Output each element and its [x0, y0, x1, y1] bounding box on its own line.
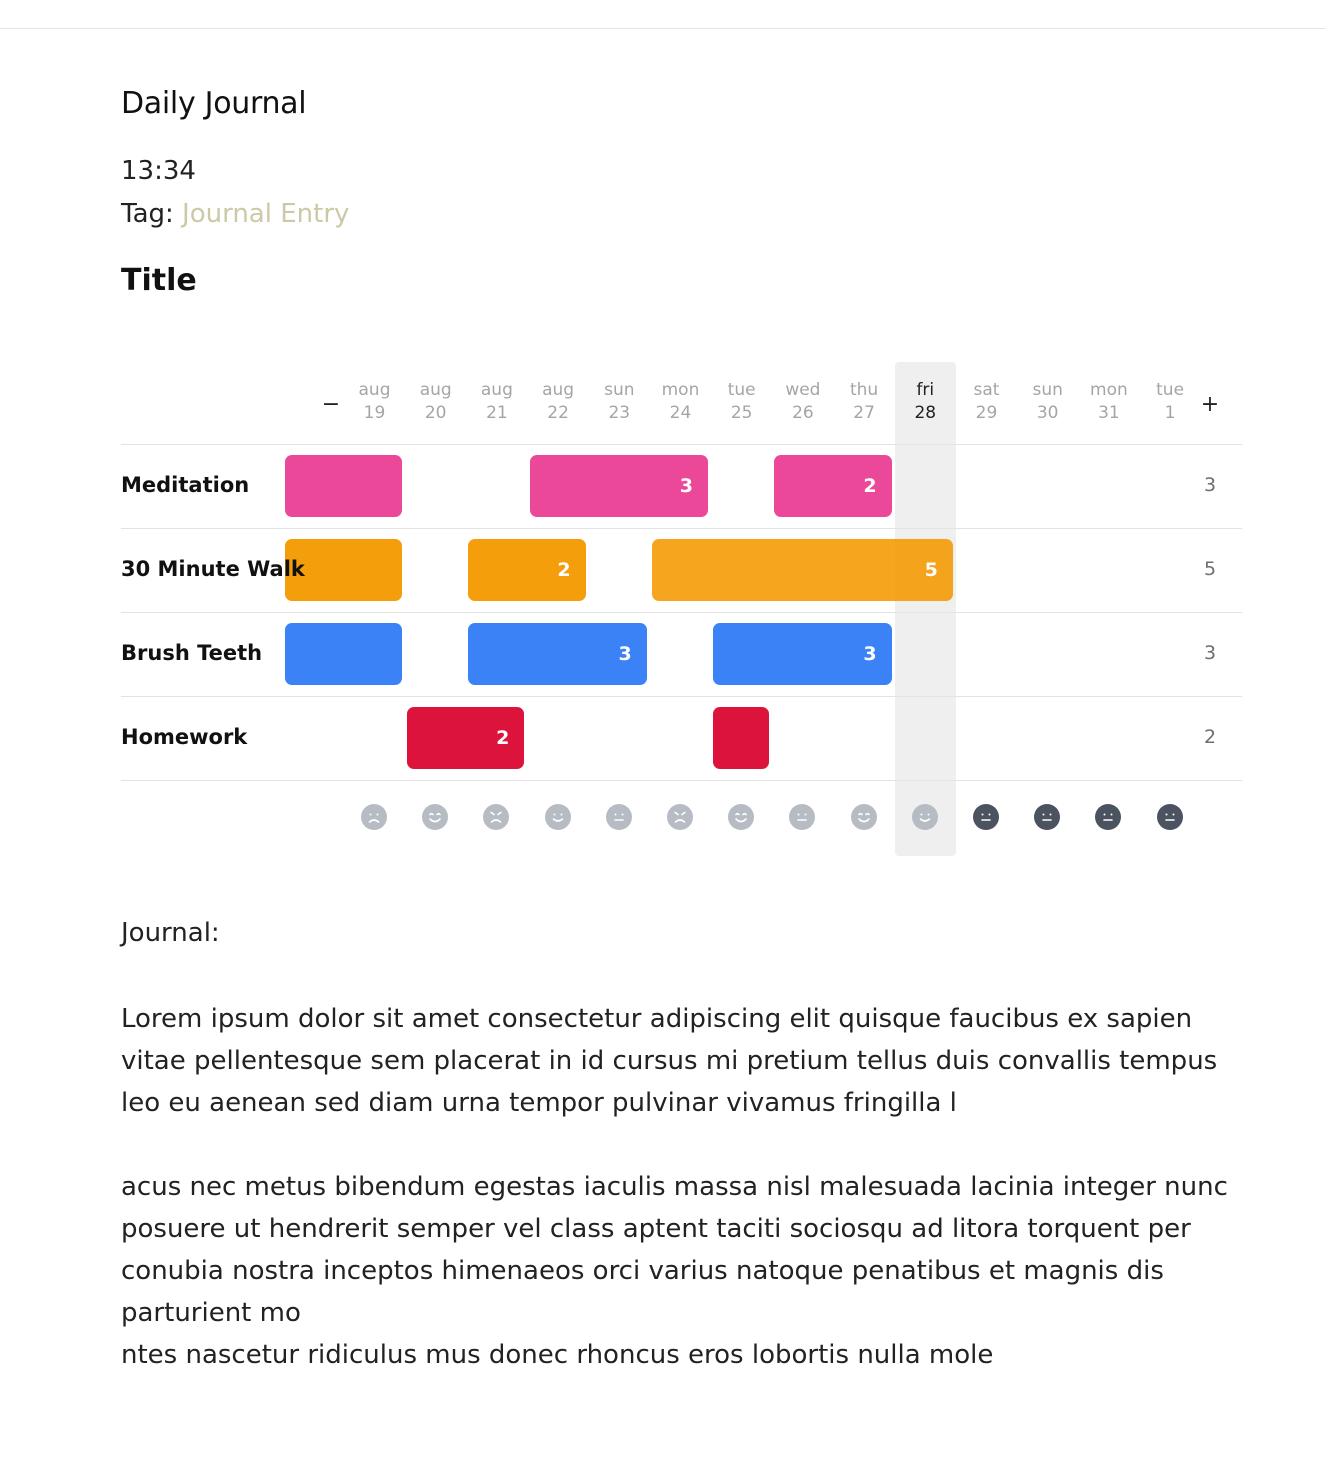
day-number: 26	[792, 403, 814, 423]
habit-streak-bar[interactable]	[468, 623, 646, 685]
mood-neutral-icon[interactable]	[1095, 804, 1121, 830]
habit-streak-bar[interactable]	[285, 455, 402, 517]
streak-count: 2	[496, 727, 510, 749]
streak-count: 3	[618, 643, 632, 665]
day-of-week: tue	[1156, 380, 1185, 400]
day-of-week: thu	[849, 380, 879, 400]
habit-tracker	[121, 362, 1242, 858]
journal-paragraph: ntes nascetur ridiculus mus donec rhoncus eros lobortis nulla mole	[121, 1340, 994, 1370]
streak-count: 3	[679, 475, 693, 497]
day-of-week: tue	[727, 380, 756, 400]
day-number: 30	[1036, 403, 1059, 423]
entry-title: Title	[121, 263, 197, 298]
streak-count: 2	[863, 475, 877, 497]
mood-neutral-icon[interactable]	[1157, 804, 1183, 830]
row-divider	[121, 528, 1242, 529]
streak-count: 5	[924, 559, 938, 581]
habit-name[interactable]: Meditation	[121, 473, 250, 497]
day-number: 21	[486, 403, 508, 423]
day-header	[895, 379, 956, 425]
streak-count: 3	[863, 643, 877, 665]
mood-happy-icon[interactable]	[851, 804, 877, 830]
habit-streak-bar[interactable]	[468, 539, 585, 601]
day-of-week: sat	[973, 380, 1000, 400]
habit-name[interactable]: 30 Minute Walk	[121, 557, 305, 581]
day-header	[834, 379, 895, 425]
top-divider	[0, 28, 1326, 29]
day-number: 31	[1098, 403, 1120, 423]
tag-link[interactable]: Journal Entry	[182, 199, 350, 229]
habit-streak-total: 5	[1203, 558, 1217, 580]
day-number: 19	[363, 403, 386, 423]
mood-neutral-icon[interactable]	[1034, 804, 1060, 830]
day-of-week: sun	[604, 380, 635, 400]
day-of-week: aug	[419, 380, 452, 400]
day-header	[1078, 379, 1139, 425]
day-number: 28	[914, 403, 937, 423]
row-divider	[121, 696, 1242, 697]
habit-streak-total: 2	[1203, 726, 1217, 748]
page-title: Daily Journal	[121, 86, 307, 121]
habit-name[interactable]: Brush Teeth	[121, 641, 263, 665]
mood-sad-icon[interactable]	[361, 804, 387, 830]
mood-smile-icon[interactable]	[912, 804, 938, 830]
day-header	[466, 379, 527, 425]
day-header	[1140, 379, 1201, 425]
mood-angry-icon[interactable]	[483, 804, 509, 830]
day-header	[405, 379, 466, 425]
day-number: 27	[853, 403, 875, 423]
row-divider	[121, 612, 1242, 613]
habit-streak-bar[interactable]	[407, 707, 524, 769]
day-of-week: fri	[916, 380, 935, 400]
mood-neutral-icon[interactable]	[789, 804, 815, 830]
zoom-out-button[interactable]: −	[321, 392, 341, 417]
mood-smile-icon[interactable]	[545, 804, 571, 830]
zoom-in-button[interactable]: +	[1200, 392, 1220, 417]
habit-streak-total: 3	[1203, 474, 1217, 496]
day-of-week: aug	[542, 380, 575, 400]
mood-neutral-icon[interactable]	[606, 804, 632, 830]
day-of-week: sun	[1032, 380, 1063, 400]
entry-time: 13:34	[121, 156, 196, 186]
journal-label: Journal:	[121, 918, 220, 948]
habit-streak-bar[interactable]	[713, 707, 769, 769]
mood-happy-icon[interactable]	[728, 804, 754, 830]
day-number: 25	[730, 403, 753, 423]
habit-streak-total: 3	[1203, 642, 1217, 664]
mood-neutral-icon[interactable]	[973, 804, 999, 830]
mood-angry-icon[interactable]	[667, 804, 693, 830]
day-number: 23	[608, 403, 631, 423]
days-viewport	[358, 362, 1185, 856]
day-header	[711, 379, 772, 425]
day-header	[589, 379, 650, 425]
day-header	[956, 379, 1017, 425]
day-number: 20	[424, 403, 447, 423]
day-header	[528, 379, 589, 425]
day-of-week: wed	[785, 380, 821, 400]
day-header	[344, 379, 405, 425]
day-of-week: aug	[480, 380, 513, 400]
day-of-week: mon	[1090, 380, 1128, 400]
row-divider	[121, 444, 1242, 445]
days-grid	[121, 362, 1242, 856]
row-divider	[121, 780, 1242, 781]
habit-streak-bar[interactable]	[774, 455, 891, 517]
day-of-week: mon	[661, 380, 700, 400]
habit-streak-bar[interactable]	[285, 623, 402, 685]
habit-streak-bar[interactable]	[713, 623, 891, 685]
day-header	[650, 379, 711, 425]
tag-line	[121, 199, 349, 229]
day-header	[1017, 379, 1078, 425]
day-number: 1	[1164, 403, 1176, 423]
tag-prefix: Tag:	[121, 199, 183, 229]
streak-count: 2	[557, 559, 571, 581]
habit-name[interactable]: Homework	[121, 725, 248, 749]
day-header	[772, 379, 833, 425]
day-number: 24	[669, 403, 692, 423]
day-number: 22	[547, 403, 569, 423]
habit-streak-bar[interactable]	[530, 455, 708, 517]
journal-paragraph: Lorem ipsum dolor sit amet consectetur adipiscing elit quisque faucibus ex sapien vitae pellentesque sem placerat in id cursus mi pretium tellus duis convallis tempus leo eu aenean sed diam urna tempor pulvinar vivamus fringilla l	[121, 1004, 1218, 1118]
journal-paragraph: acus nec metus bibendum egestas iaculis massa nisl malesuada lacinia integer nunc posuere ut hendrerit semper vel class aptent taciti sociosqu ad litora torquent per conubia nostra inceptos himenaeos orci varius natoque penatibus et magnis dis parturient mo	[121, 1172, 1228, 1328]
day-of-week: aug	[358, 380, 391, 400]
mood-happy-icon[interactable]	[422, 804, 448, 830]
day-number: 29	[975, 403, 998, 423]
habit-streak-bar[interactable]	[652, 539, 953, 601]
